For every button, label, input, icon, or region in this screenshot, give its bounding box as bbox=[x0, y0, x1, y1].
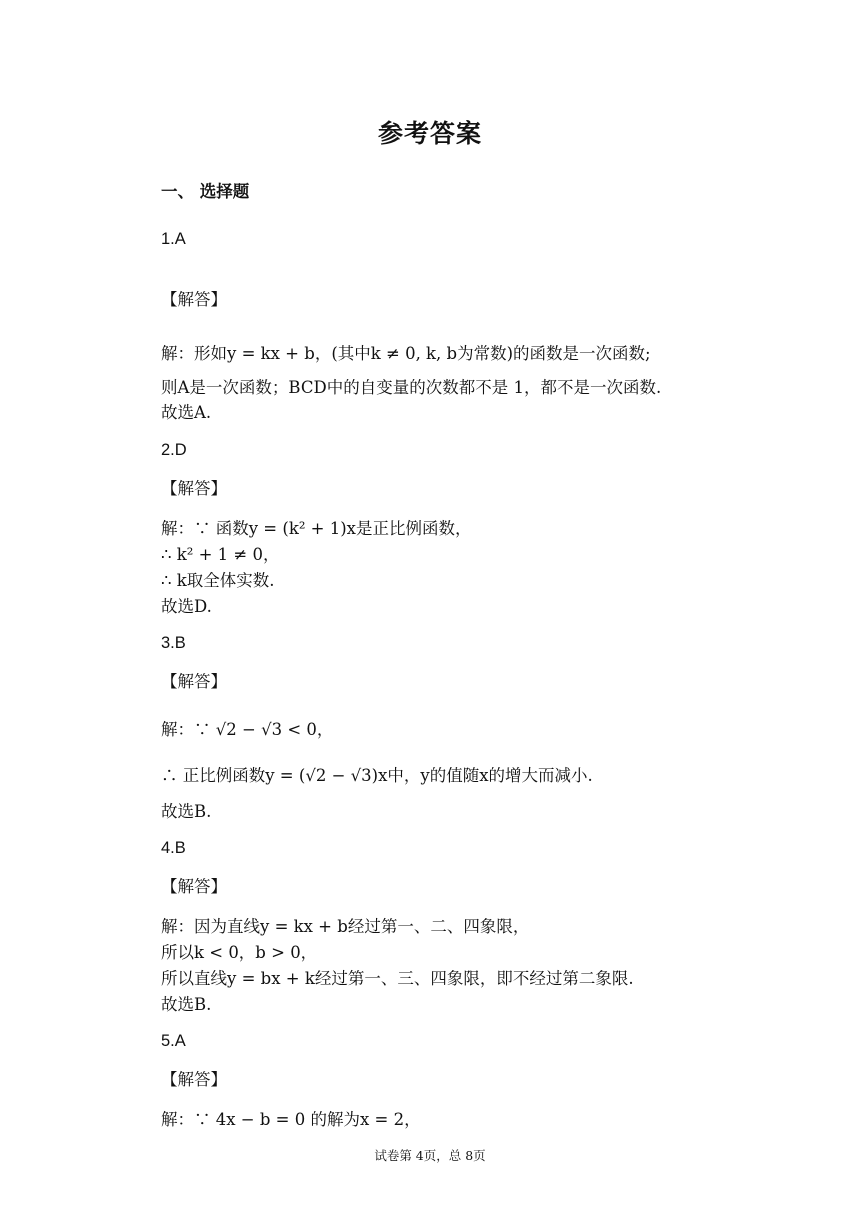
answer-heading: 【解答】 bbox=[161, 877, 227, 896]
answer-line: 故选B. bbox=[161, 995, 212, 1014]
answer-label: 2.D bbox=[161, 441, 187, 459]
answer-line: 解：形如y = kx + b，(其中k ≠ 0, k, b为常数)的函数是一次函数; bbox=[161, 344, 651, 363]
answer-line: 解：∵ 4x − b = 0 的解为x = 2， bbox=[161, 1110, 421, 1129]
answer-line: 故选D. bbox=[161, 597, 212, 616]
answer-label: 3.B bbox=[161, 634, 186, 652]
answer-label: 5.A bbox=[161, 1032, 186, 1050]
answer-line: 所以k < 0，b > 0， bbox=[161, 943, 318, 962]
answer-line: 解：∵ 函数y = (k² + 1)x是正比例函数， bbox=[161, 519, 472, 538]
answer-line: 所以直线y = bx + k经过第一、三、四象限，即不经过第二象限. bbox=[161, 969, 634, 988]
section-heading: 一、 选择题 bbox=[161, 182, 250, 201]
answer-heading: 【解答】 bbox=[161, 290, 227, 309]
answer-label: 4.B bbox=[161, 839, 186, 857]
answer-heading: 【解答】 bbox=[161, 1070, 227, 1089]
answer-line: 故选A. bbox=[161, 403, 212, 422]
page-title: 参考答案 bbox=[377, 119, 482, 148]
answer-line: ∴ k² + 1 ≠ 0， bbox=[161, 545, 280, 564]
answer-line: 解：因为直线y = kx + b经过第一、二、四象限， bbox=[161, 917, 530, 936]
answer-line: ∴ k取全体实数. bbox=[161, 571, 275, 590]
answer-line: 解：∵ √2 − √3 < 0， bbox=[161, 720, 334, 739]
answer-line: ∴ 正比例函数y = (√2 − √3)x中，y的值随x的增大而减小. bbox=[161, 766, 593, 785]
answer-label: 1.A bbox=[161, 230, 186, 248]
answer-heading: 【解答】 bbox=[161, 672, 227, 691]
answer-heading: 【解答】 bbox=[161, 479, 227, 498]
answer-line: 则A是一次函数；BCD中的自变量的次数都不是 1，都不是一次函数. bbox=[161, 378, 662, 397]
answer-line: 故选B. bbox=[161, 802, 212, 821]
page-footer: 试卷第 4页，总 8页 bbox=[374, 1148, 486, 1163]
